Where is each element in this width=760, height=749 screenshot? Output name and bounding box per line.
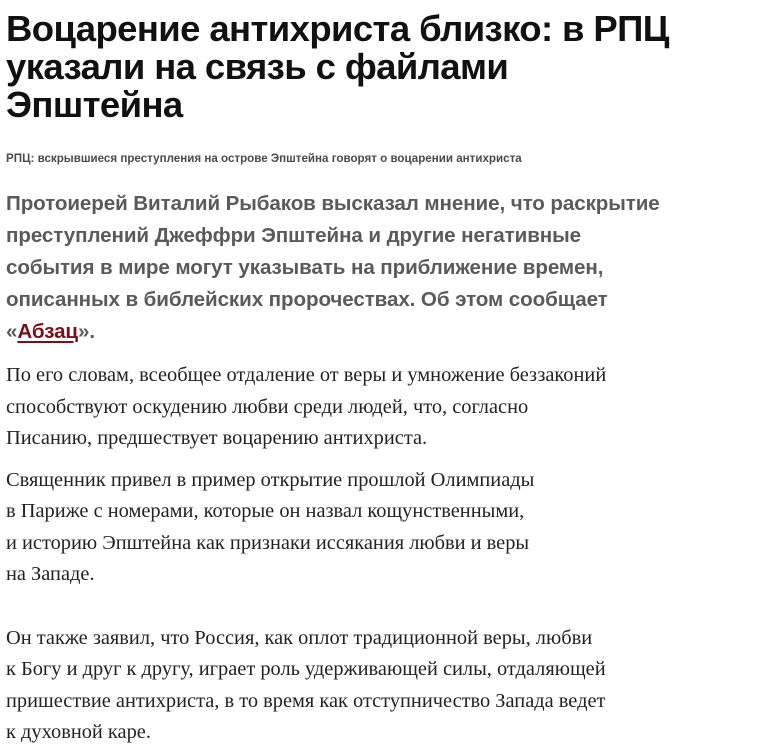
paragraph-line: способствуют оскудению любви среди людей, что, согласно (6, 395, 529, 418)
source-link[interactable]: Абзац (17, 320, 78, 343)
lead-line: описанных в библейских пророчествах. Об этом сообщает (6, 288, 608, 311)
paragraph-1 (6, 360, 754, 455)
lead-line-source (6, 316, 754, 348)
lead-line: события в мире могут указывать на приближение времен, (6, 256, 604, 279)
paragraph-line: в Париже с номерами, которые он назвал кощунственными, (6, 500, 525, 522)
paragraph-line: По его словам, всеобщее отдаление от веры и умножение беззаконий (6, 364, 607, 386)
article-headline: Воцарение антихриста близко: в РПЦ указали на связь с файлами Эпштейна (6, 8, 669, 125)
paragraph-line: Священник привел в пример открытие прошлой Олимпиады (6, 468, 535, 491)
paragraph-line: Писанию, предшествует воцарению антихриста. (6, 427, 428, 449)
paragraph-line: на Западе. (6, 563, 95, 585)
quote-open: « (6, 320, 18, 343)
paragraph-line: пришествие антихриста, в то время как отступничество Запада ведет (6, 689, 606, 712)
article-subtitle: РПЦ: вскрывшиеся преступления на острове Эпштейна говорят о воцарении антихриста (6, 152, 522, 165)
paragraph-2 (6, 465, 754, 591)
paragraph-line: Он также заявил, что Россия, как оплот традиционной веры, любви (6, 626, 593, 649)
article (6, 0, 754, 749)
paragraph-line: к духовной каре. (6, 721, 151, 743)
paragraph-line: к Богу и друг к другу, играет роль удерживающей силы, отдаляющей (6, 658, 606, 680)
article-lead (6, 188, 754, 348)
quote-close: ». (78, 320, 95, 343)
lead-line: Протоиерей Виталий Рыбаков высказал мнение, что раскрытие (6, 192, 660, 215)
paragraph-line: и историю Эпштейна как признаки иссякания любви и веры (6, 531, 530, 554)
lead-line: преступлений Джеффри Эпштейна и другие негативные (6, 224, 581, 247)
paragraph-3 (6, 623, 754, 749)
